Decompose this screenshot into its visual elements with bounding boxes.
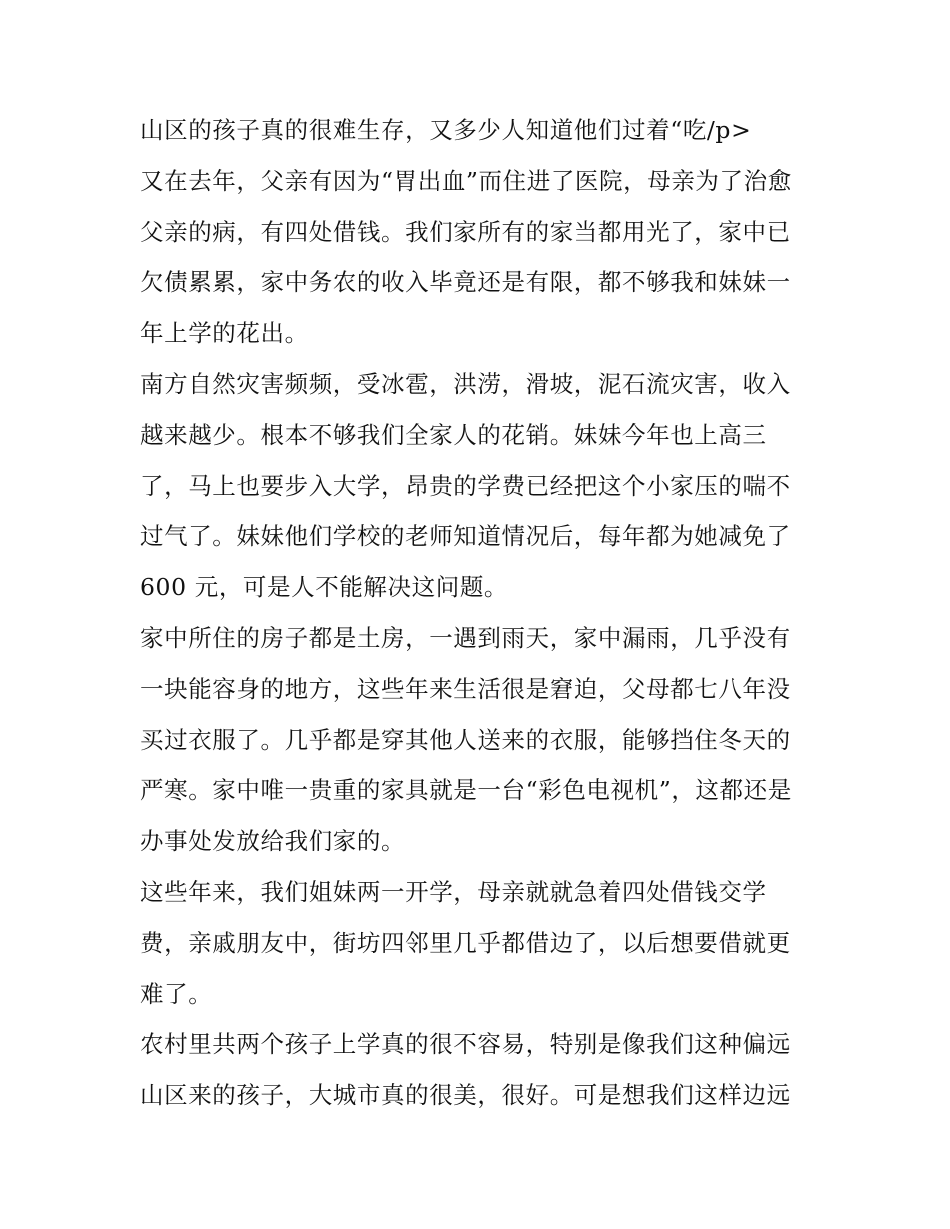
text-line: 600 元，可是人不能解决这问题。 xyxy=(140,573,509,602)
text-line: 费，亲戚朋友中，街坊四邻里几乎都借边了，以后想要借就更 xyxy=(140,928,791,957)
text-line: 父亲的病，有四处借钱。我们家所有的家当都用光了，家中已 xyxy=(140,217,791,246)
text-line: 过气了。妹妹他们学校的老师知道情况后，每年都为她减免了 xyxy=(140,522,791,551)
text-line: 南方自然灾害频频，受冰雹，洪涝，滑坡，泥石流灾害，收入 xyxy=(140,369,791,398)
text-line: 办事处发放给我们家的。 xyxy=(140,827,406,856)
text-line: 年上学的花出。 xyxy=(140,319,309,348)
text-line: 越来越少。根本不够我们全家人的花销。妹妹今年也上高三 xyxy=(140,420,767,449)
text-line: 又在去年，父亲有因为“胃出血”而住进了医院，母亲为了治愈 xyxy=(140,166,792,195)
text-line: 家中所住的房子都是土房，一遇到雨天，家中漏雨，几乎没有 xyxy=(140,623,791,652)
text-line: 农村里共两个孩子上学真的很不容易，特别是像我们这种偏远 xyxy=(140,1030,791,1059)
text-line: 山区的孩子真的很难生存，又多少人知道他们过着“吃/p> xyxy=(140,116,752,144)
text-line: 买过衣服了。几乎都是穿其他人送来的衣服，能够挡住冬天的 xyxy=(140,725,791,754)
text-line: 严寒。家中唯一贵重的家具就是一台“彩色电视机”，这都还是 xyxy=(140,776,792,805)
text-line: 这些年来，我们姐妹两一开学，母亲就就急着四处借钱交学 xyxy=(140,877,767,906)
text-line: 难了。 xyxy=(140,979,213,1008)
text-line: 山区来的孩子，大城市真的很美，很好。可是想我们这样边远 xyxy=(140,1081,791,1110)
text-line: 欠债累累，家中务农的收入毕竟还是有限，都不够我和妹妹一 xyxy=(140,268,791,297)
text-line: 一块能容身的地方，这些年来生活很是窘迫，父母都七八年没 xyxy=(140,674,791,703)
text-line: 了，马上也要步入大学，昂贵的学费已经把这个小家压的喘不 xyxy=(140,471,791,500)
body-text xyxy=(140,105,830,1121)
